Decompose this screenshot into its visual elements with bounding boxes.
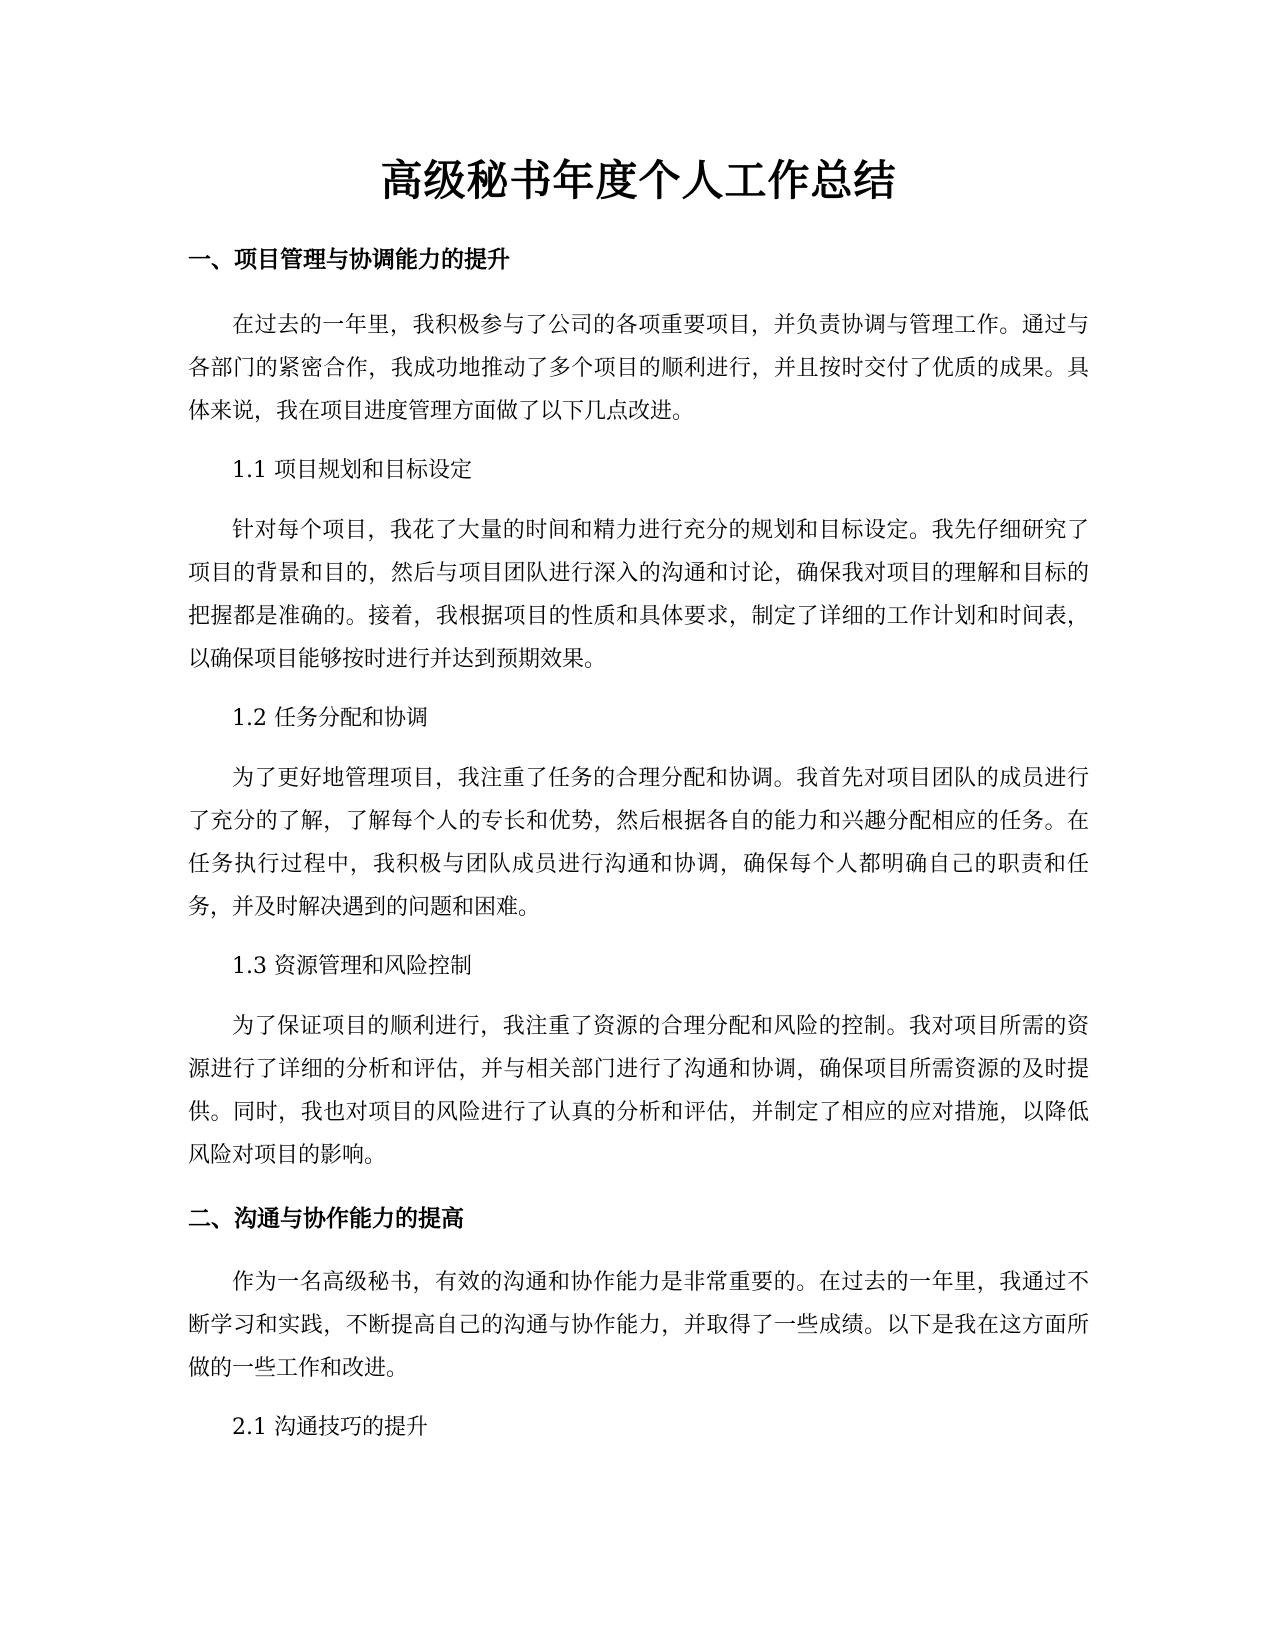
document-content xyxy=(188,150,1089,1446)
subsection-1-3-paragraph: 为了保证项目的顺利进行，我注重了资源的合理分配和风险的控制。我对项目所需的资源进行了详细的分析和评估，并与相关部门进行了沟通和协调，确保项目所需资源的及时提供。同时，我也对项目的风险进行了认真的分析和评估，并制定了相应的应对措施，以降低风险对项目的影响。 xyxy=(188,1014,1089,1168)
section-heading-1: 一、项目管理与协调能力的提升 xyxy=(188,247,510,273)
subsection-heading-1-2: 1.2 任务分配和协调 xyxy=(232,706,428,731)
subsection-heading-1-3: 1.3 资源管理和风险控制 xyxy=(232,954,472,979)
section-2-intro-paragraph: 作为一名高级秘书，有效的沟通和协作能力是非常重要的。在过去的一年里，我通过不断学习和实践，不断提高自己的沟通与协作能力，并取得了一些成绩。以下是我在这方面所做的一些工作和改进。 xyxy=(188,1270,1089,1381)
subsection-heading-1-1: 1.1 项目规划和目标设定 xyxy=(232,458,472,483)
document-title: 高级秘书年度个人工作总结 xyxy=(380,156,897,205)
subsection-1-2-paragraph: 为了更好地管理项目，我注重了任务的合理分配和协调。我首先对项目团队的成员进行了充分的了解，了解每个人的专长和优势，然后根据各自的能力和兴趣分配相应的任务。在任务执行过程中，我积极与团队成员进行沟通和协调，确保每个人都明确自己的职责和任务，并及时解决遇到的问题和困难。 xyxy=(188,766,1089,920)
subsection-1-1-paragraph: 针对每个项目，我花了大量的时间和精力进行充分的规划和目标设定。我先仔细研究了项目的背景和目的，然后与项目团队进行深入的沟通和讨论，确保我对项目的理解和目标的把握都是准确的。接着，我根据项目的性质和具体要求，制定了详细的工作计划和时间表，以确保项目能够按时进行并达到预期效果。 xyxy=(188,518,1089,672)
section-1-intro-paragraph: 在过去的一年里，我积极参与了公司的各项重要项目，并负责协调与管理工作。通过与各部门的紧密合作，我成功地推动了多个项目的顺利进行，并且按时交付了优质的成果。具体来说，我在项目进度管理方面做了以下几点改进。 xyxy=(188,313,1089,424)
subsection-heading-2-1: 2.1 沟通技巧的提升 xyxy=(232,1415,428,1440)
section-heading-2: 二、沟通与协作能力的提高 xyxy=(188,1206,464,1232)
